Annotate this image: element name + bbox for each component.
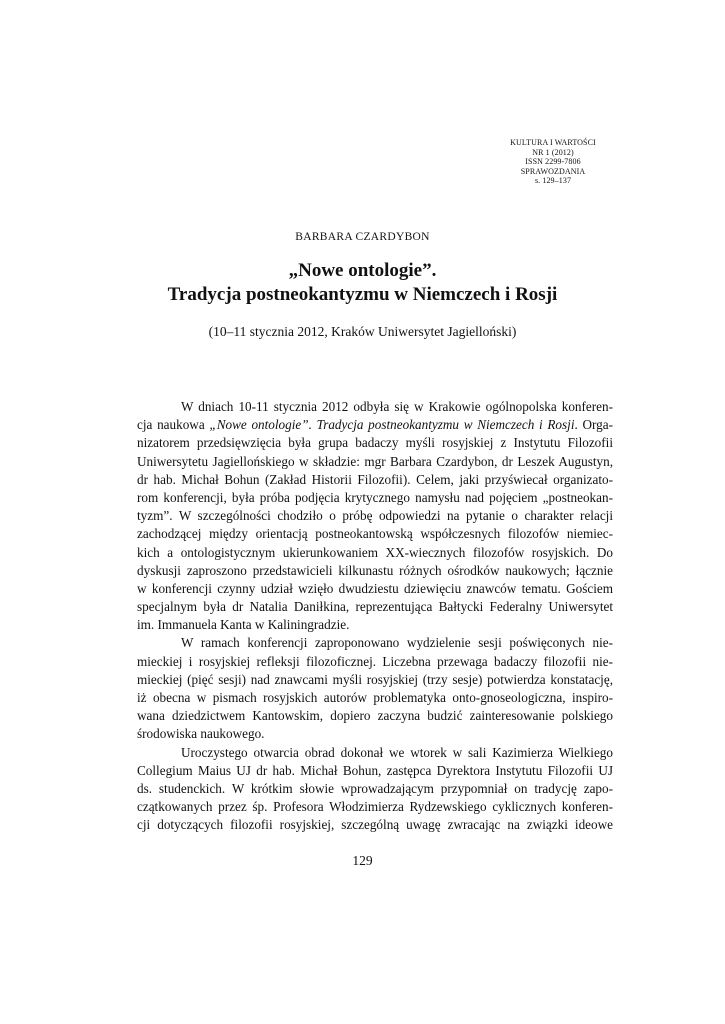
journal-pages: s. 129–137 bbox=[534, 176, 572, 185]
text-line: specjalnym była dr Natalia Daniłkina, reprezentująca Bałtycki Federalny Uniwersytet bbox=[137, 599, 613, 615]
text-line: zachodzącej między orientacją postneokantowską współczesnych filozofów niemiec- bbox=[137, 526, 613, 542]
text-line bbox=[137, 416, 613, 434]
text-line: tyzm”. W szczególności chodziło o próbę odpowiedzi na pytanie o charakter relacji bbox=[137, 508, 613, 524]
text-line: ds. studenckich. W krótkim słowie wprowadzającym przypomniał on tradycję zapo- bbox=[137, 780, 613, 796]
paragraph-2 bbox=[137, 634, 613, 743]
text-line: mieckiej i rosyjskiej refleksji filozoficznej. Liczebna przewaga badaczy filozofii nie- bbox=[137, 653, 613, 669]
journal-issn: ISSN 2299-7806 bbox=[525, 157, 581, 166]
paragraph-1 bbox=[137, 398, 613, 634]
text-line: mieckiej (pięć sesji) nad znawcami myśli rosyjskiej (trzy sesje) potwierdza konstatację, bbox=[137, 671, 613, 687]
text-line: czątkowanych przez śp. Profesora Włodzimierza Rydzewskiego cyklicznych konferen- bbox=[137, 799, 613, 815]
title-line-2: Tradycja postneokantyzmu w Niemczech i Rosji bbox=[167, 284, 558, 305]
text-line: kich a ontologistycznym ukierunkowaniem XX-wiecznych filozofów rosyjskich. Do bbox=[137, 544, 613, 560]
text-line: wana dziedzictwem Kantowskim, dopiero zaczyna budzić zainteresowanie polskiego bbox=[137, 708, 613, 724]
journal-info bbox=[478, 138, 628, 186]
author-name: BARBARA CZARDYBON bbox=[295, 231, 430, 243]
text-span: cja naukowa bbox=[137, 417, 210, 433]
journal-section: SPRAWOZDANIA bbox=[520, 166, 586, 176]
text-line: Uroczystego otwarcia obrad dokonał we wtorek w sali Kazimierza Wielkiego bbox=[181, 744, 613, 760]
text-line: dyskusji zaproszono przedstawicieli kilkunastu różnych ośrodków naukowych; łącznie bbox=[137, 562, 613, 578]
text-line: W dniach 10-11 stycznia 2012 odbyła się w Krakowie ogólnopolska konferen- bbox=[181, 399, 613, 414]
text-line: w konferencji czynny udział wzięło dwudziestu dziewięciu znawców tematu. Gościem bbox=[137, 580, 613, 596]
article-title bbox=[0, 259, 725, 307]
text-span: . Orga- bbox=[574, 417, 613, 433]
conference-title-italic: „Nowe ontologie”. Tradycja postneokantyzmu w Niemczech i Rosji bbox=[209, 417, 575, 433]
title-line-1: „Nowe ontologie”. bbox=[288, 260, 437, 281]
text-line: Uniwersytetu Jagiellońskiego w składzie: mgr Barbara Czardybon, dr Leszek Augustyn, bbox=[137, 453, 613, 469]
page-number: 129 bbox=[352, 853, 373, 868]
paragraph-3 bbox=[137, 744, 613, 835]
text-line: środowiska naukowego. bbox=[137, 726, 265, 742]
text-line: dr hab. Michał Bohun (Zakład Historii Filozofii). Celem, jaki przyświecał organizato- bbox=[137, 471, 613, 487]
text-line: nizatorem przedsięwzięcia była grupa badaczy myśli rosyjskiej z Instytutu Filozofii bbox=[137, 435, 613, 451]
journal-issue: NR 1 (2012) bbox=[532, 147, 574, 157]
article-body bbox=[137, 398, 613, 835]
article-subtitle: (10–11 stycznia 2012, Kraków Uniwersytet Jagielloński) bbox=[208, 324, 517, 339]
text-line: W ramach konferencji zaproponowano wydzielenie sesji poświęconych nie- bbox=[181, 635, 613, 651]
journal-name: KULTURA I WARTOŚCI bbox=[510, 138, 596, 147]
text-line: cji dotyczących filozofii rosyjskiej, szczególną uwagę zwracając na związki ideowe bbox=[137, 817, 613, 833]
text-line: iż obecna w pismach rosyjskich autorów problematyka onto-gnoseologiczna, inspiro- bbox=[137, 690, 613, 705]
text-line: Collegium Maius UJ dr hab. Michał Bohun, zastępca Dyrektora Instytutu Filozofii UJ bbox=[137, 762, 613, 778]
text-line: im. Immanuela Kanta w Kaliningradzie. bbox=[137, 617, 350, 633]
text-line: rom konferencji, była próba podjęcia krytycznego namysłu nad pojęciem „postneokan- bbox=[137, 489, 613, 505]
